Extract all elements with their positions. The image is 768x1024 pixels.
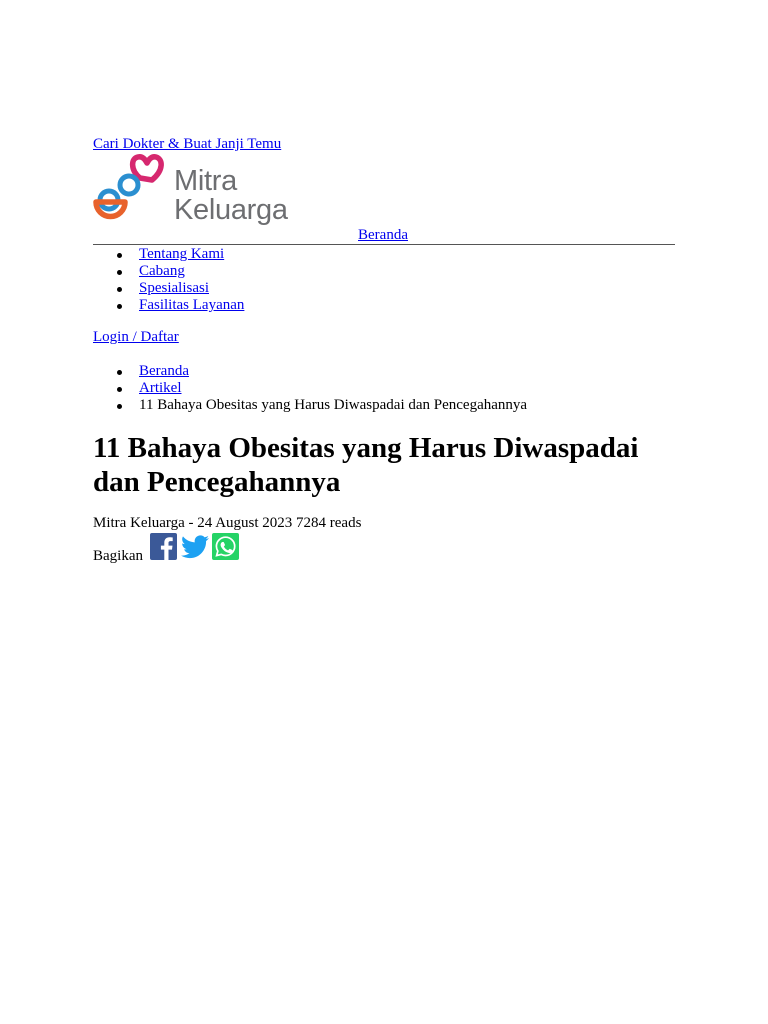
nav-divider xyxy=(93,244,675,245)
nav-link-fasilitas-layanan[interactable]: Fasilitas Layanan xyxy=(139,297,245,313)
breadcrumb-current-label: 11 Bahaya Obesitas yang Harus Diwaspadai dan Pencegahannya xyxy=(139,397,528,413)
nav-item-fasilitas-layanan xyxy=(139,297,244,314)
login-register-link[interactable]: Login / Daftar xyxy=(93,329,179,345)
breadcrumb-item-current xyxy=(139,397,527,414)
breadcrumb-link-articles[interactable]: Artikel xyxy=(139,380,182,396)
find-doctor-link[interactable]: Cari Dokter & Buat Janji Temu xyxy=(93,136,282,152)
share-whatsapp-button[interactable] xyxy=(212,533,239,560)
nav-item-cabang xyxy=(139,263,244,280)
main-nav-list xyxy=(139,246,244,314)
twitter-icon xyxy=(181,535,209,559)
logo-text-keluarga: Keluarga xyxy=(174,194,288,226)
breadcrumb-item-home xyxy=(139,363,527,380)
page-title: 11 Bahaya Obesitas yang Harus Diwaspadai dan Pencegahannya xyxy=(93,432,639,498)
nav-link-cabang[interactable]: Cabang xyxy=(139,263,185,279)
share-facebook-button[interactable] xyxy=(150,533,177,560)
nav-item-tentang-kami xyxy=(139,246,244,263)
whatsapp-icon xyxy=(212,533,239,560)
share-twitter-button[interactable] xyxy=(181,535,209,559)
breadcrumb-link-home[interactable]: Beranda xyxy=(139,363,189,379)
facebook-icon xyxy=(150,533,177,560)
article-meta: Mitra Keluarga - 24 August 2023 7284 reads xyxy=(93,515,362,531)
share-label: Bagikan xyxy=(93,548,143,564)
nav-link-tentang-kami[interactable]: Tentang Kami xyxy=(139,246,225,262)
logo-link[interactable] xyxy=(93,154,305,228)
nav-item-spesialisasi xyxy=(139,280,244,297)
breadcrumb xyxy=(139,363,527,414)
logo-mark-icon xyxy=(93,154,167,224)
logo-text-mitra: Mitra xyxy=(174,165,237,197)
nav-link-spesialisasi[interactable]: Spesialisasi xyxy=(139,280,209,296)
breadcrumb-item-articles xyxy=(139,380,527,397)
nav-home-link[interactable]: Beranda xyxy=(358,227,408,243)
